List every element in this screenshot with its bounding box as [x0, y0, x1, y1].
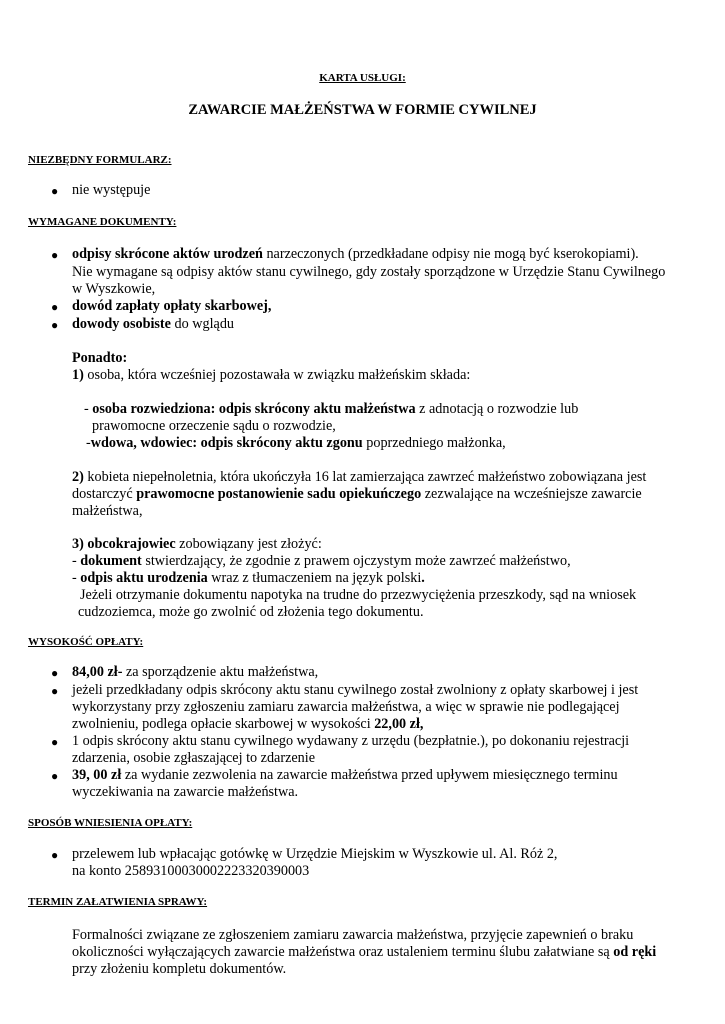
bullet-icon: ●: [51, 184, 59, 198]
fee-item-4: [72, 767, 618, 785]
emphasis: odpisy skrócone aktów urodzeń: [72, 246, 263, 262]
bullet-icon: ●: [51, 848, 59, 862]
documents-item-id-cards: [72, 316, 234, 334]
paragraph-3b: [72, 570, 425, 588]
paragraph-1b: [86, 435, 506, 453]
fee-item-3-line2: zdarzenia, osobie zgłaszającej to zdarzenie: [72, 750, 316, 766]
bullet-icon: ●: [51, 248, 59, 262]
fee-item-2-line2: wykorzystany przy zgłoszeniu zamiaru zawarcia małżeństwa, a więc w sprawie nie podlegającej: [72, 699, 620, 715]
page-title: ZAWARCIE MAŁŻEŃSTWA W FORMIE CYWILNEJ: [188, 102, 537, 118]
text: zezwalające na wcześniejsze zawarcie: [421, 486, 642, 502]
paragraph-1: [72, 367, 470, 385]
text: stwierdzający, że zgodnie z prawem ojczystym może zawrzeć małżeństwo,: [141, 553, 571, 569]
paragraph-3c-line1: Jeżeli otrzymanie dokumentu napotyka na trudne do przezwyciężenia przeszkody, sąd na wniosek: [80, 587, 637, 603]
emphasis: 22,00 zł,: [374, 716, 424, 732]
emphasis: od ręki: [613, 944, 657, 960]
paragraph-2-line2: [72, 486, 642, 504]
emphasis: odpis aktu urodzenia: [80, 570, 208, 586]
fee-item-3-line1: 1 odpis skrócony aktu stanu cywilnego wydawany z urzędu (bezpłatnie.), po dokonaniu rejestracji: [72, 733, 630, 749]
text: wraz z tłumaczeniem na język polski: [207, 570, 422, 586]
text: z adnotacją o rozwodzie lub: [415, 401, 579, 417]
payment-heading: SPOSÓB WNIESIENIA OPŁATY:: [28, 817, 193, 829]
deadline-line3: przy złożeniu kompletu dokumentów.: [72, 961, 287, 977]
deadline-heading: TERMIN ZAŁATWIENIA SPRAWY:: [28, 896, 208, 908]
paragraph-3a: [72, 553, 571, 571]
bullet-icon: ●: [51, 735, 59, 749]
bullet-icon: ●: [51, 318, 59, 332]
emphasis: 84,00 zł-: [72, 664, 123, 680]
text: kobieta niepełnoletnia, która ukończyła 16 lat zamierzająca zawrzeć małżeństwo zobowiązana jest: [83, 469, 647, 485]
documents-item-fee-proof: [72, 298, 271, 316]
text: zobowiązany jest złożyć:: [175, 536, 322, 552]
documents-heading: WYMAGANE DOKUMENTY:: [28, 216, 177, 228]
paragraph-1a: [84, 401, 578, 419]
emphasis: 3) obcokrajowiec: [72, 536, 176, 552]
emphasis: dowód zapłaty opłaty skarbowej,: [72, 298, 272, 314]
bullet-icon: ●: [51, 684, 59, 698]
number: 1): [72, 367, 84, 383]
fee-item-4-line2: wyczekiwania na zawarcie małżeństwa.: [72, 784, 299, 800]
dash: -: [72, 570, 81, 586]
text: narzeczonych (przedkładane odpisy nie mogą być kserokopiami).: [262, 246, 639, 262]
dash: -: [86, 435, 91, 451]
fee-item-1: [72, 664, 318, 682]
documents-item1-line2: Nie wymagane są odpisy aktów stanu cywilnego, gdy zostały sporządzone w Urzędzie Stanu Cywilnego: [72, 264, 666, 280]
paragraph-2-line3: małżeństwa,: [72, 503, 143, 519]
text: dostarczyć: [72, 486, 137, 502]
paragraph-3: [72, 536, 322, 554]
moreover-label: Ponadto:: [72, 350, 128, 366]
text: za sporządzenie aktu małżeństwa,: [122, 664, 319, 680]
documents-item-birth-certificates: [72, 246, 639, 264]
text: za wydanie zezwolenia na zawarcie małżeństwa przed upływem miesięcznego terminu: [121, 767, 618, 783]
fee-item-2-line3: [72, 716, 423, 734]
paragraph-1a-line2: prawomocne orzeczenie sądu o rozwodzie,: [92, 418, 336, 434]
text: osoba, która wcześniej pozostawała w związku małżeńskim składa:: [83, 367, 471, 383]
payment-line1: przelewem lub wpłacając gotówkę w Urzędzie Miejskim w Wyszkowie ul. Al. Róż 2,: [72, 846, 558, 862]
bullet-icon: ●: [51, 769, 59, 783]
text: zwolnieniu, podlega opłacie skarbowej w wysokości: [72, 716, 375, 732]
paragraph-2: [72, 469, 646, 487]
form-item: nie występuje: [72, 182, 151, 198]
deadline-line1: Formalności związane ze zgłoszeniem zamiaru zawarcia małżeństwa, przyjęcie zapewnień o braku: [72, 927, 634, 943]
dash: -: [72, 553, 81, 569]
number: 2): [72, 469, 84, 485]
emphasis: 39, 00 zł: [72, 767, 122, 783]
card-label: KARTA USŁUGI:: [319, 72, 406, 84]
paragraph-3c-line2: cudzoziemca, może go zwolnić od złożenia tego dokumentu.: [78, 604, 424, 620]
emphasis: dowody osobiste: [72, 316, 171, 332]
dash: -: [84, 401, 93, 417]
payment-account-number: na konto 25893100030002223320390003: [72, 863, 310, 879]
bullet-icon: ●: [51, 666, 59, 680]
text: do wglądu: [170, 316, 235, 332]
text: poprzedniego małżonka,: [362, 435, 506, 451]
bullet-icon: ●: [51, 300, 59, 314]
emphasis: wdowa, wdowiec: odpis skrócony aktu zgonu: [90, 435, 363, 451]
form-heading: NIEZBĘDNY FORMULARZ:: [28, 154, 172, 166]
deadline-line2: [72, 944, 656, 962]
text: okoliczności wyłączających zawarcie małżeństwa oraz ustaleniem terminu ślubu załatwiane są: [72, 944, 614, 960]
documents-item1-line3: w Wyszkowie,: [72, 281, 156, 297]
fee-heading: WYSOKOŚĆ OPŁATY:: [28, 636, 144, 648]
fee-item-2-line1: jeżeli przedkładany odpis skrócony aktu stanu cywilnego został zwolniony z opłaty skarbowej i jest: [72, 682, 639, 698]
emphasis: osoba rozwiedziona: odpis skrócony aktu małżeństwa: [92, 401, 416, 417]
period: .: [421, 570, 425, 586]
emphasis: prawomocne postanowienie sadu opiekuńczego: [136, 486, 422, 502]
emphasis: dokument: [80, 553, 142, 569]
